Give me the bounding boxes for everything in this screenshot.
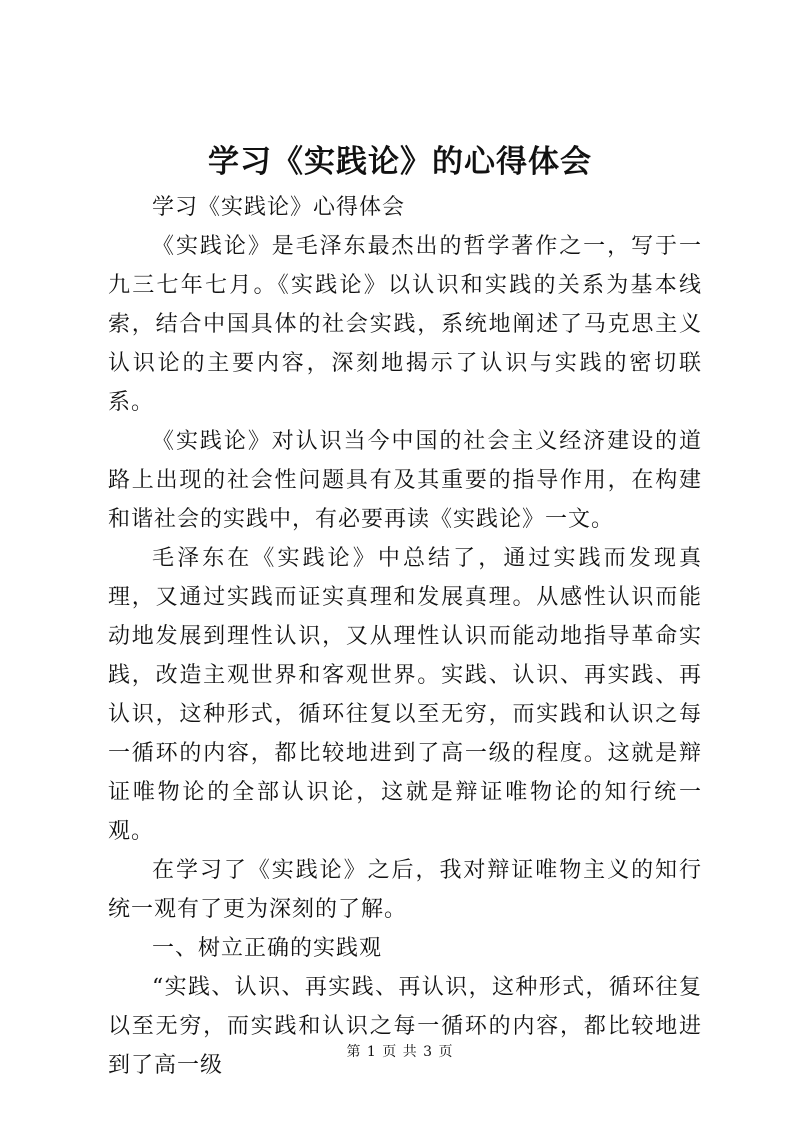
section-heading-1: 一、树立正确的实践观 (152, 936, 383, 961)
paragraph-1: 《实践论》是毛泽东最杰出的哲学著作之一，写于一九三七年七月。《实践论》以认识和实践的关系为基本线索，结合中国具体的社会实践，系统地阐述了马克思主义认识论的主要内容，深刻地揭示了认识与实践的密切联系。 (108, 234, 702, 415)
paragraph-3: 毛泽东在《实践论》中总结了，通过实践而发现真理，又通过实践而证实真理和发展真理。从感性认识而能动地发展到理性认识，又从理性认识而能动地指导革命实践，改造主观世界和客观世界。实践、认识、再实践、再认识，这种形式，循环往复以至无穷，而实践和认识之每一循环的内容，都比较地进到了高一级的程度。这就是辩证唯物论的全部认识论，这就是辩证唯物论的知行统一观。 (108, 546, 702, 844)
paragraph-4: 在学习了《实践论》之后，我对辩证唯物主义的知行统一观有了更为深刻的了解。 (108, 858, 702, 922)
page-number-footer: 第 1 页 共 3 页 (346, 1044, 454, 1060)
paragraph-subtitle: 学习《实践论》心得体会 (152, 195, 406, 220)
paragraph-2: 《实践论》对认识当今中国的社会主义经济建设的道路上出现的社会性问题具有及其重要的指导作用，在构建和谐社会的实践中，有必要再读《实践论》一文。 (108, 429, 702, 532)
document-body (108, 188, 702, 1085)
paragraph-5: “实践、认识、再实践、再认识，这种形式，循环往复以至无穷，而实践和认识之每一循环的内容，都比较地进到了高一级 (108, 975, 702, 1078)
document-title: 学习《实践论》的心得体会 (208, 144, 592, 180)
